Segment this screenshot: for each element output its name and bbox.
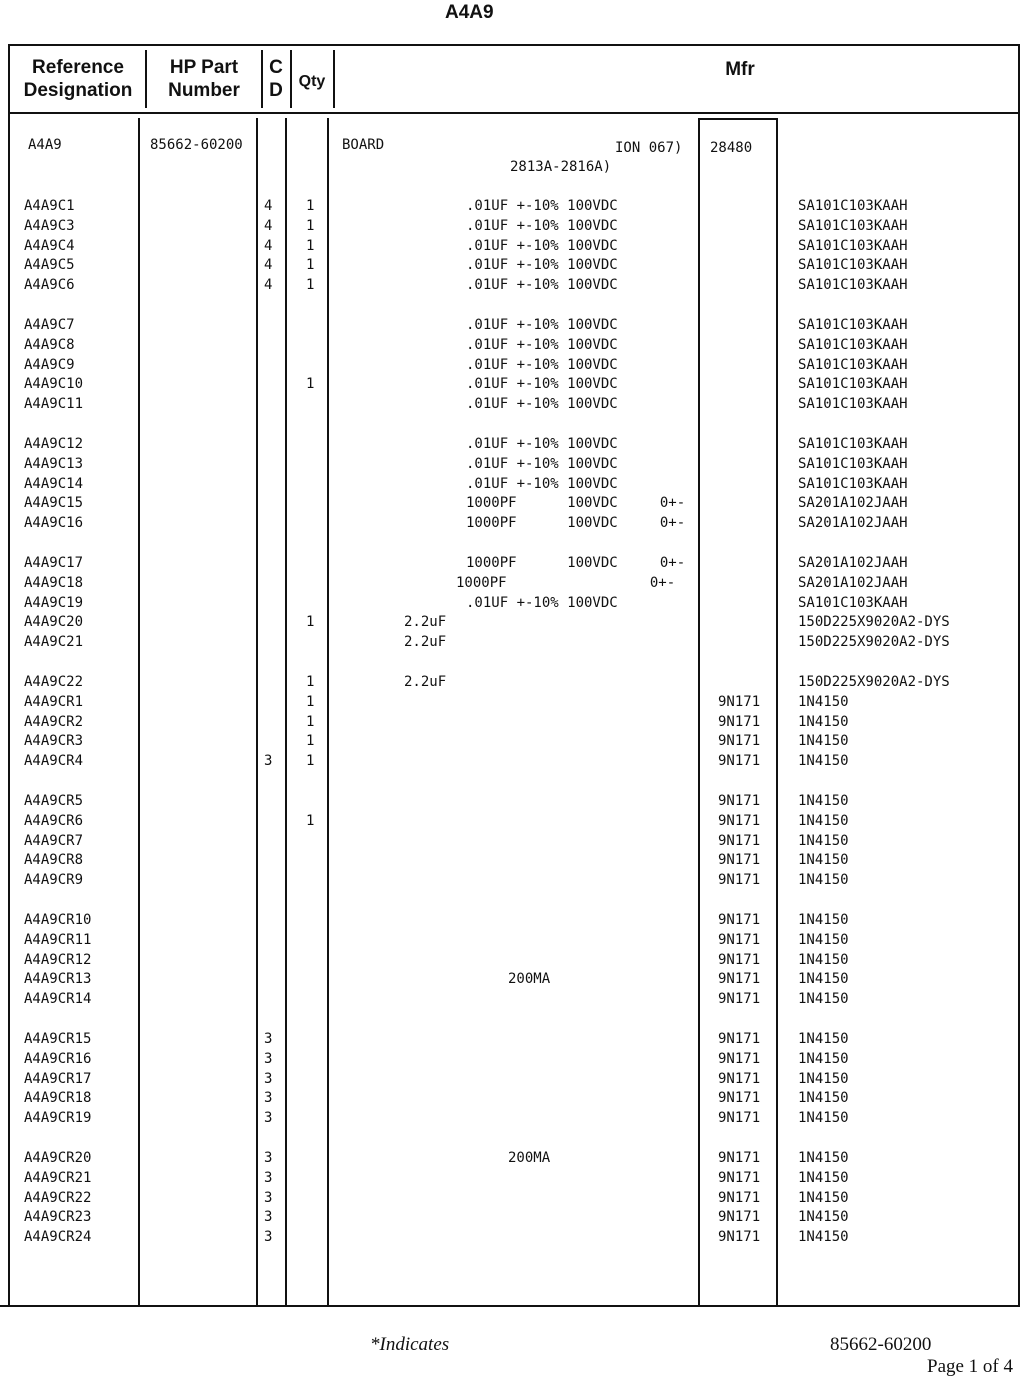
row-ref-designation: A4A9CR6 bbox=[24, 813, 84, 829]
row-description: .01UF +-10% 100VDC bbox=[466, 277, 618, 293]
row-mfr-code: 9N171 bbox=[718, 872, 761, 888]
row-mfr-code: 9N171 bbox=[718, 753, 761, 769]
row-description: .01UF +-10% 100VDC bbox=[466, 456, 618, 472]
row-mfr-code: 9N171 bbox=[718, 852, 761, 868]
row-mfr-part-number: SA101C103KAAH bbox=[798, 396, 908, 412]
row-ref-designation: A4A9CR22 bbox=[24, 1190, 92, 1206]
row-description: .01UF +-10% 100VDC bbox=[466, 396, 618, 412]
row-mfr-part-number: SA201A102JAAH bbox=[798, 515, 908, 531]
row-mfr-code: 9N171 bbox=[718, 1170, 761, 1186]
row-mfr-part-number: SA101C103KAAH bbox=[798, 595, 908, 611]
row-cd: 4 bbox=[264, 218, 273, 234]
row-ref-designation: A4A9CR14 bbox=[24, 991, 92, 1007]
col-divider bbox=[776, 118, 778, 1306]
footer-page-number: Page 1 of 4 bbox=[927, 1356, 1014, 1377]
row-ref-designation: A4A9CR20 bbox=[24, 1150, 92, 1166]
row-mfr-code: 9N171 bbox=[718, 813, 761, 829]
row-description: 1000PF 100VDC 0+- bbox=[466, 515, 686, 531]
row-cd: 3 bbox=[264, 1051, 273, 1067]
row-mfr-part-number: 1N4150 bbox=[798, 1110, 849, 1126]
row-cd: 3 bbox=[264, 1150, 273, 1166]
header-col-divider bbox=[145, 50, 147, 108]
header-mfr: Mfr bbox=[725, 59, 755, 80]
row-ref-designation: A4A9C8 bbox=[24, 337, 75, 353]
row-mfr-part-number: 1N4150 bbox=[798, 1051, 849, 1067]
row-mfr-part-number: 1N4150 bbox=[798, 1229, 849, 1245]
footer-indicates: *Indicates bbox=[370, 1334, 450, 1355]
row-ref-designation: A4A9CR13 bbox=[24, 971, 92, 987]
row-description: 1000PF 100VDC 0+- bbox=[466, 495, 686, 511]
row-cd: 4 bbox=[264, 238, 273, 254]
row-mfr-part-number: SA101C103KAAH bbox=[798, 357, 908, 373]
row-mfr-part-number: 1N4150 bbox=[798, 912, 849, 928]
row-description: 200MA bbox=[508, 971, 551, 987]
row-mfr-code: 9N171 bbox=[718, 1110, 761, 1126]
row-description: .01UF +-10% 100VDC bbox=[466, 357, 618, 373]
row-mfr-part-number: 1N4150 bbox=[798, 1150, 849, 1166]
row-mfr-part-number: 1N4150 bbox=[798, 1031, 849, 1047]
row-ref-designation: A4A9CR21 bbox=[24, 1170, 92, 1186]
row-mfr-part-number: SA101C103KAAH bbox=[798, 198, 908, 214]
row-qty: 1 bbox=[306, 674, 315, 690]
row-ref-designation: A4A9C7 bbox=[24, 317, 75, 333]
board-description-cont: ION 067) bbox=[615, 140, 683, 156]
row-mfr-code: 9N171 bbox=[718, 1051, 761, 1067]
row-description: 1000PF 100VDC 0+- bbox=[466, 555, 686, 571]
row-mfr-part-number: 1N4150 bbox=[798, 733, 849, 749]
row-cd: 3 bbox=[264, 1190, 273, 1206]
row-mfr-part-number: SA101C103KAAH bbox=[798, 456, 908, 472]
col-divider bbox=[256, 118, 258, 1306]
row-mfr-code: 9N171 bbox=[718, 952, 761, 968]
row-ref-designation: A4A9CR11 bbox=[24, 932, 92, 948]
mfr-cell-rule bbox=[700, 118, 778, 120]
row-description: .01UF +-10% 100VDC bbox=[466, 376, 618, 392]
row-description: 1000PF 0+- bbox=[456, 575, 676, 591]
row-ref-designation: A4A9C10 bbox=[24, 376, 84, 392]
row-ref-designation: A4A9CR1 bbox=[24, 694, 84, 710]
row-cd: 4 bbox=[264, 198, 273, 214]
row-qty: 1 bbox=[306, 614, 315, 630]
board-part-number: 85662-60200 bbox=[150, 137, 243, 153]
row-mfr-part-number: 150D225X9020A2-DYS bbox=[798, 614, 950, 630]
row-ref-designation: A4A9C14 bbox=[24, 476, 84, 492]
board-mfr-code: 28480 bbox=[710, 140, 753, 156]
row-description: .01UF +-10% 100VDC bbox=[466, 595, 618, 611]
row-mfr-code: 9N171 bbox=[718, 1031, 761, 1047]
row-cd: 3 bbox=[264, 1209, 273, 1225]
row-mfr-part-number: 1N4150 bbox=[798, 753, 849, 769]
row-mfr-part-number: 1N4150 bbox=[798, 991, 849, 1007]
row-ref-designation: A4A9C6 bbox=[24, 277, 75, 293]
row-mfr-part-number: 1N4150 bbox=[798, 1090, 849, 1106]
row-description: 2.2uF bbox=[404, 614, 447, 630]
row-cd: 3 bbox=[264, 753, 273, 769]
row-qty: 1 bbox=[306, 733, 315, 749]
row-mfr-part-number: SA101C103KAAH bbox=[798, 476, 908, 492]
row-mfr-part-number: SA201A102JAAH bbox=[798, 495, 908, 511]
row-ref-designation: A4A9C3 bbox=[24, 218, 75, 234]
row-ref-designation: A4A9C17 bbox=[24, 555, 84, 571]
row-description: 2.2uF bbox=[404, 634, 447, 650]
row-qty: 1 bbox=[306, 257, 315, 273]
row-cd: 3 bbox=[264, 1229, 273, 1245]
row-mfr-part-number: 1N4150 bbox=[798, 833, 849, 849]
row-cd: 3 bbox=[264, 1071, 273, 1087]
row-mfr-part-number: 1N4150 bbox=[798, 932, 849, 948]
board-description: BOARD bbox=[342, 137, 385, 153]
row-ref-designation: A4A9C20 bbox=[24, 614, 84, 630]
row-mfr-code: 9N171 bbox=[718, 1209, 761, 1225]
row-mfr-part-number: 1N4150 bbox=[798, 971, 849, 987]
row-mfr-part-number: 1N4150 bbox=[798, 694, 849, 710]
row-ref-designation: A4A9C19 bbox=[24, 595, 84, 611]
row-ref-designation: A4A9C16 bbox=[24, 515, 84, 531]
row-description: 2.2uF bbox=[404, 674, 447, 690]
row-mfr-code: 9N171 bbox=[718, 733, 761, 749]
row-ref-designation: A4A9CR18 bbox=[24, 1090, 92, 1106]
header-hp-part-number: HP Part Number bbox=[168, 57, 240, 101]
row-description: .01UF +-10% 100VDC bbox=[466, 238, 618, 254]
row-mfr-part-number: SA101C103KAAH bbox=[798, 238, 908, 254]
row-mfr-code: 9N171 bbox=[718, 971, 761, 987]
row-ref-designation: A4A9CR5 bbox=[24, 793, 84, 809]
row-mfr-part-number: SA201A102JAAH bbox=[798, 555, 908, 571]
row-description: .01UF +-10% 100VDC bbox=[466, 317, 618, 333]
board-description-line2: 2813A-2816A) bbox=[510, 159, 612, 175]
row-ref-designation: A4A9CR10 bbox=[24, 912, 92, 928]
row-mfr-code: 9N171 bbox=[718, 833, 761, 849]
row-description: .01UF +-10% 100VDC bbox=[466, 257, 618, 273]
row-ref-designation: A4A9C18 bbox=[24, 575, 84, 591]
row-description: .01UF +-10% 100VDC bbox=[466, 218, 618, 234]
row-ref-designation: A4A9C1 bbox=[24, 198, 75, 214]
row-mfr-part-number: 150D225X9020A2-DYS bbox=[798, 674, 950, 690]
col-divider bbox=[138, 118, 140, 1306]
row-mfr-part-number: SA101C103KAAH bbox=[798, 277, 908, 293]
table-bottom-rule bbox=[0, 1305, 1020, 1307]
footer-part-number: 85662-60200 bbox=[830, 1334, 932, 1355]
row-ref-designation: A4A9C22 bbox=[24, 674, 84, 690]
row-mfr-part-number: 1N4150 bbox=[798, 1209, 849, 1225]
row-mfr-part-number: 150D225X9020A2-DYS bbox=[798, 634, 950, 650]
row-ref-designation: A4A9CR9 bbox=[24, 872, 84, 888]
page-title: A4A9 bbox=[445, 2, 494, 23]
row-ref-designation: A4A9CR7 bbox=[24, 833, 84, 849]
row-mfr-part-number: 1N4150 bbox=[798, 852, 849, 868]
header-cd: C D bbox=[269, 57, 283, 101]
row-ref-designation: A4A9CR2 bbox=[24, 714, 84, 730]
row-ref-designation: A4A9C15 bbox=[24, 495, 84, 511]
header-reference-designation: Reference Designation bbox=[23, 57, 133, 101]
row-mfr-part-number: 1N4150 bbox=[798, 813, 849, 829]
row-mfr-code: 9N171 bbox=[718, 991, 761, 1007]
header-col-divider bbox=[333, 50, 335, 108]
row-ref-designation: A4A9CR12 bbox=[24, 952, 92, 968]
row-mfr-part-number: SA201A102JAAH bbox=[798, 575, 908, 591]
row-ref-designation: A4A9C5 bbox=[24, 257, 75, 273]
row-mfr-code: 9N171 bbox=[718, 694, 761, 710]
row-cd: 4 bbox=[264, 257, 273, 273]
row-qty: 1 bbox=[306, 198, 315, 214]
row-ref-designation: A4A9C12 bbox=[24, 436, 84, 452]
row-ref-designation: A4A9CR16 bbox=[24, 1051, 92, 1067]
row-ref-designation: A4A9C11 bbox=[24, 396, 84, 412]
row-ref-designation: A4A9CR23 bbox=[24, 1209, 92, 1225]
row-cd: 3 bbox=[264, 1110, 273, 1126]
row-mfr-code: 9N171 bbox=[718, 1229, 761, 1245]
row-ref-designation: A4A9C4 bbox=[24, 238, 75, 254]
row-mfr-part-number: 1N4150 bbox=[798, 872, 849, 888]
row-qty: 1 bbox=[306, 238, 315, 254]
row-mfr-code: 9N171 bbox=[718, 1150, 761, 1166]
row-qty: 1 bbox=[306, 714, 315, 730]
row-cd: 3 bbox=[264, 1031, 273, 1047]
row-mfr-code: 9N171 bbox=[718, 1090, 761, 1106]
row-ref-designation: A4A9C9 bbox=[24, 357, 75, 373]
row-ref-designation: A4A9CR4 bbox=[24, 753, 84, 769]
row-ref-designation: A4A9CR17 bbox=[24, 1071, 92, 1087]
row-cd: 3 bbox=[264, 1090, 273, 1106]
row-description: 200MA bbox=[508, 1150, 551, 1166]
board-ref: A4A9 bbox=[28, 137, 62, 153]
row-description: .01UF +-10% 100VDC bbox=[466, 476, 618, 492]
row-qty: 1 bbox=[306, 694, 315, 710]
row-mfr-part-number: SA101C103KAAH bbox=[798, 376, 908, 392]
row-mfr-code: 9N171 bbox=[718, 793, 761, 809]
row-ref-designation: A4A9C21 bbox=[24, 634, 84, 650]
row-description: .01UF +-10% 100VDC bbox=[466, 198, 618, 214]
row-mfr-code: 9N171 bbox=[718, 1190, 761, 1206]
row-ref-designation: A4A9C13 bbox=[24, 456, 84, 472]
row-mfr-part-number: 1N4150 bbox=[798, 793, 849, 809]
row-cd: 4 bbox=[264, 277, 273, 293]
row-qty: 1 bbox=[306, 277, 315, 293]
row-ref-designation: A4A9CR3 bbox=[24, 733, 84, 749]
row-mfr-part-number: 1N4150 bbox=[798, 714, 849, 730]
row-mfr-part-number: 1N4150 bbox=[798, 1190, 849, 1206]
col-divider bbox=[327, 118, 329, 1306]
row-mfr-part-number: SA101C103KAAH bbox=[798, 257, 908, 273]
col-divider bbox=[285, 118, 287, 1306]
row-mfr-code: 9N171 bbox=[718, 714, 761, 730]
row-mfr-part-number: SA101C103KAAH bbox=[798, 436, 908, 452]
row-mfr-part-number: SA101C103KAAH bbox=[798, 337, 908, 353]
row-mfr-part-number: 1N4150 bbox=[798, 1170, 849, 1186]
row-qty: 1 bbox=[306, 753, 315, 769]
col-divider bbox=[698, 118, 700, 1306]
row-mfr-part-number: 1N4150 bbox=[798, 1071, 849, 1087]
row-mfr-code: 9N171 bbox=[718, 932, 761, 948]
row-mfr-part-number: SA101C103KAAH bbox=[798, 317, 908, 333]
row-mfr-part-number: SA101C103KAAH bbox=[798, 218, 908, 234]
row-description: .01UF +-10% 100VDC bbox=[466, 337, 618, 353]
row-mfr-code: 9N171 bbox=[718, 1071, 761, 1087]
row-ref-designation: A4A9CR24 bbox=[24, 1229, 92, 1245]
header-qty: Qty bbox=[298, 73, 326, 90]
row-qty: 1 bbox=[306, 218, 315, 234]
header-divider bbox=[10, 112, 1020, 114]
row-qty: 1 bbox=[306, 376, 315, 392]
row-mfr-part-number: 1N4150 bbox=[798, 952, 849, 968]
row-ref-designation: A4A9CR8 bbox=[24, 852, 84, 868]
row-description: .01UF +-10% 100VDC bbox=[466, 436, 618, 452]
row-mfr-code: 9N171 bbox=[718, 912, 761, 928]
row-ref-designation: A4A9CR15 bbox=[24, 1031, 92, 1047]
row-ref-designation: A4A9CR19 bbox=[24, 1110, 92, 1126]
row-cd: 3 bbox=[264, 1170, 273, 1186]
row-qty: 1 bbox=[306, 813, 315, 829]
